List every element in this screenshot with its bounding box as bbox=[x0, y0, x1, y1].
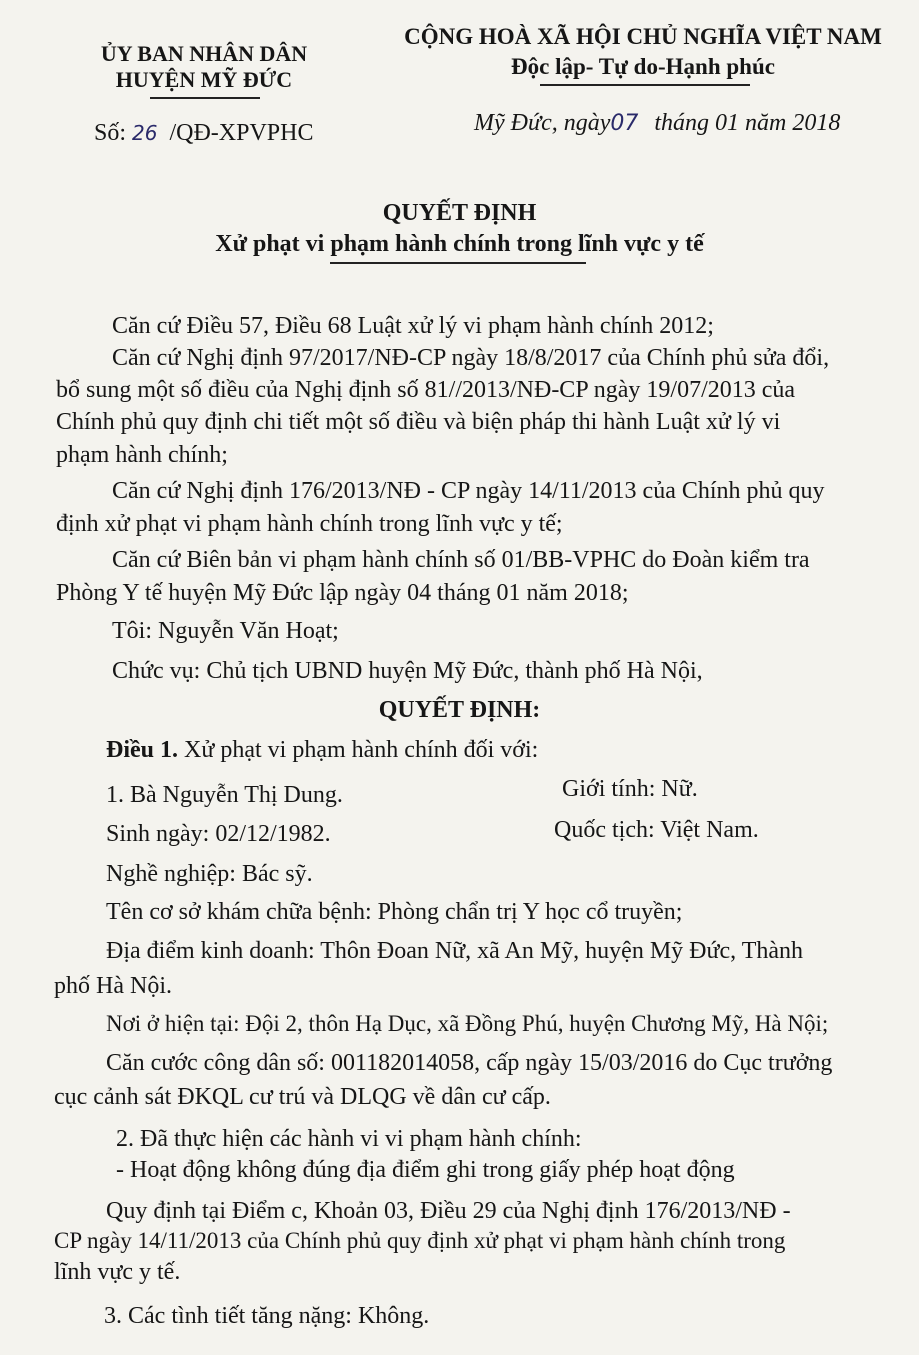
person-gender: Giới tính: Nữ. bbox=[562, 776, 698, 802]
signer-position: Chức vụ: Chủ tịch UBND huyện Mỹ Đức, thành phố Hà Nội, bbox=[112, 658, 703, 684]
number-suffix: /QĐ-XPVPHC bbox=[169, 120, 314, 146]
citizen-id-line-1: Căn cước công dân số: 001182014058, cấp ngày 15/03/2016 do Cục trưởng bbox=[106, 1050, 833, 1076]
document-date bbox=[474, 108, 840, 139]
legal-basis-3-line-1: Căn cứ Nghị định 176/2013/NĐ - CP ngày 14/11/2013 của Chính phủ quy bbox=[112, 478, 825, 504]
document-title: QUYẾT ĐỊNH bbox=[382, 200, 537, 226]
legal-basis-3-line-2: định xử phạt vi phạm hành chính trong lĩnh vực y tế; bbox=[56, 511, 563, 537]
current-residence: Nơi ở hiện tại: Đội 2, thôn Hạ Dục, xã Đồng Phú, huyện Chương Mỹ, Hà Nội; bbox=[106, 1011, 829, 1036]
issuer-underline bbox=[150, 97, 260, 99]
signer-name: Tôi: Nguyễn Văn Hoạt; bbox=[112, 618, 339, 644]
legal-basis-4-line-2: Phòng Y tế huyện Mỹ Đức lập ngày 04 tháng 01 năm 2018; bbox=[56, 580, 629, 606]
legal-basis-2-line-4: phạm hành chính; bbox=[56, 442, 228, 468]
article-1-text: Xử phạt vi phạm hành chính đối với: bbox=[184, 737, 539, 763]
citizen-id-line-2: cục cảnh sát ĐKQL cư trú và DLQG về dân cư cấp. bbox=[54, 1084, 551, 1110]
decision-heading: QUYẾT ĐỊNH: bbox=[378, 697, 541, 723]
violation-heading: 2. Đã thực hiện các hành vi vi phạm hành chính: bbox=[116, 1126, 582, 1152]
legal-basis-2-line-1: Căn cứ Nghị định 97/2017/NĐ-CP ngày 18/8/2017 của Chính phủ sửa đổi, bbox=[112, 345, 830, 371]
regulation-line-3: lĩnh vực y tế. bbox=[54, 1259, 181, 1285]
person-nationality: Quốc tịch: Việt Nam. bbox=[554, 817, 759, 843]
legal-basis-4-line-1: Căn cứ Biên bản vi phạm hành chính số 01/BB-VPHC do Đoàn kiểm tra bbox=[112, 547, 810, 573]
regulation-line-2: CP ngày 14/11/2013 của Chính phủ quy định xử phạt vi phạm hành chính trong bbox=[54, 1228, 786, 1253]
issuer-line-1: ỦY BAN NHÂN DÂN bbox=[100, 41, 308, 66]
violation-item: - Hoạt động không đúng địa điểm ghi trong giấy phép hoạt động bbox=[116, 1157, 735, 1183]
number-prefix: Số: bbox=[94, 120, 127, 146]
person-occupation: Nghề nghiệp: Bác sỹ. bbox=[106, 861, 313, 887]
business-location-line-1: Địa điểm kinh doanh: Thôn Đoan Nữ, xã An Mỹ, huyện Mỹ Đức, Thành bbox=[106, 938, 804, 964]
business-location-line-2: phố Hà Nội. bbox=[54, 973, 172, 999]
facility-name: Tên cơ sở khám chữa bệnh: Phòng chẩn trị Y học cổ truyền; bbox=[106, 899, 683, 925]
issuer-line-2: HUYỆN MỸ ĐỨC bbox=[115, 67, 293, 92]
date-prefix: Mỹ Đức, ngày bbox=[474, 110, 611, 136]
article-1-label: Điều 1. bbox=[106, 737, 178, 763]
date-day-handwritten: 07 bbox=[610, 111, 639, 136]
motto-underline bbox=[540, 84, 750, 86]
document-number bbox=[94, 118, 314, 148]
national-motto: Độc lập- Tự do-Hạnh phúc bbox=[511, 54, 775, 79]
legal-basis-1: Căn cứ Điều 57, Điều 68 Luật xử lý vi phạm hành chính 2012; bbox=[112, 313, 714, 339]
legal-basis-2-line-2: bổ sung một số điều của Nghị định số 81//2013/NĐ-CP ngày 19/07/2013 của bbox=[56, 377, 796, 403]
legal-basis-2-line-3: Chính phủ quy định chi tiết một số điều và biện pháp thi hành Luật xử lý vi bbox=[56, 409, 781, 435]
person-name: 1. Bà Nguyễn Thị Dung. bbox=[106, 782, 343, 808]
date-suffix: tháng 01 năm 2018 bbox=[654, 110, 841, 136]
regulation-line-1: Quy định tại Điểm c, Khoản 03, Điều 29 của Nghị định 176/2013/NĐ - bbox=[106, 1198, 791, 1224]
subtitle-underline bbox=[330, 262, 586, 264]
aggravating-circumstances: 3. Các tình tiết tăng nặng: Không. bbox=[104, 1303, 430, 1329]
person-dob: Sinh ngày: 02/12/1982. bbox=[106, 821, 331, 847]
country-name: CỘNG HOÀ XÃ HỘI CHỦ NGHĨA VIỆT NAM bbox=[404, 24, 882, 49]
document-subtitle: Xử phạt vi phạm hành chính trong lĩnh vực y tế bbox=[215, 231, 704, 257]
article-1 bbox=[106, 735, 538, 765]
number-handwritten: 26 bbox=[132, 121, 158, 145]
